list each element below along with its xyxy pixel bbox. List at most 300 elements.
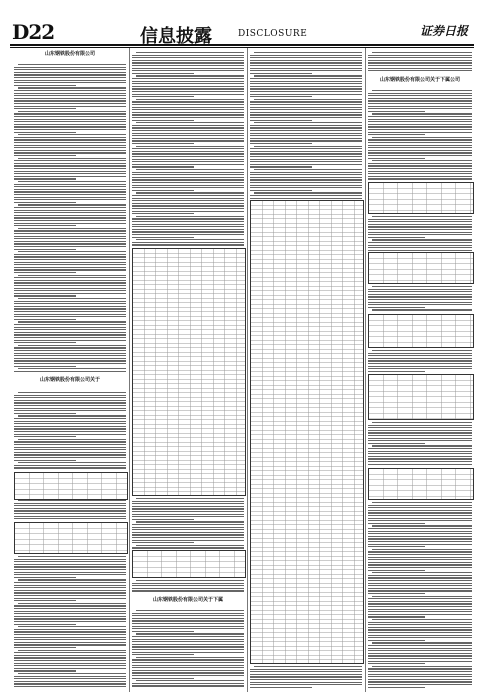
text-line — [368, 546, 425, 547]
text-line — [132, 662, 244, 663]
text-line — [368, 108, 472, 109]
text-line — [132, 177, 244, 178]
text-line — [132, 229, 244, 230]
text-line — [372, 642, 472, 643]
text-line — [14, 452, 126, 453]
data-table — [14, 472, 128, 500]
text-line — [368, 158, 425, 159]
text-line — [368, 588, 472, 589]
text-line — [368, 355, 472, 356]
text-line — [254, 192, 362, 193]
text-line — [368, 528, 472, 529]
text-line — [132, 70, 244, 71]
text-line — [14, 441, 126, 442]
text-line — [132, 615, 244, 616]
text-line — [14, 285, 126, 286]
text-line — [368, 152, 472, 153]
text-line — [368, 353, 472, 354]
text-line — [14, 503, 126, 504]
text-line — [368, 139, 472, 140]
text-line — [132, 140, 244, 141]
text-line — [250, 143, 312, 144]
text-line — [14, 282, 126, 283]
text-line — [132, 675, 244, 676]
text-line — [368, 674, 472, 675]
text-line — [18, 415, 126, 416]
text-line — [132, 179, 244, 180]
text-line — [368, 221, 472, 222]
text-line — [14, 80, 126, 81]
text-line — [132, 91, 244, 92]
text-line — [18, 158, 126, 159]
text-line — [132, 208, 244, 209]
text-line — [250, 107, 362, 108]
text-line — [136, 680, 244, 681]
text-line — [250, 682, 362, 683]
text-line — [14, 74, 126, 75]
text-line — [250, 182, 362, 183]
text-line — [132, 659, 244, 660]
text-line — [14, 655, 126, 656]
text-line — [132, 200, 244, 201]
text-line — [136, 99, 244, 100]
text-line — [368, 100, 472, 101]
text-line — [14, 454, 126, 455]
text-line — [132, 503, 244, 504]
text-line — [14, 207, 126, 208]
text-line — [14, 400, 126, 401]
text-line — [14, 223, 126, 224]
text-line — [368, 70, 472, 71]
text-line — [132, 667, 244, 668]
text-line — [14, 176, 126, 177]
article-title: 山东钢铁股份有限公司关于下属公司 — [379, 77, 460, 83]
text-line — [368, 456, 472, 457]
text-line — [14, 173, 126, 174]
text-line — [136, 52, 244, 53]
text-line — [18, 392, 126, 393]
text-line — [14, 613, 126, 614]
text-line — [14, 98, 126, 99]
text-line — [132, 78, 244, 79]
text-line — [368, 132, 472, 133]
text-line — [368, 559, 472, 560]
text-line — [132, 237, 194, 238]
section-title-english: DISCLOSURE — [238, 29, 308, 39]
text-line — [368, 505, 472, 506]
text-line — [14, 212, 126, 213]
text-line — [368, 168, 472, 169]
text-line — [14, 119, 126, 120]
text-line — [132, 506, 244, 507]
text-line — [368, 430, 472, 431]
text-line — [250, 138, 362, 139]
text-line — [132, 203, 244, 204]
text-line — [132, 112, 244, 113]
text-line — [14, 197, 126, 198]
text-line — [132, 590, 244, 591]
text-line — [14, 236, 126, 237]
text-line — [14, 426, 126, 427]
text-line — [132, 81, 244, 82]
text-line — [14, 408, 126, 409]
text-line — [368, 520, 472, 521]
text-line — [368, 129, 472, 130]
text-line — [368, 606, 472, 607]
text-line — [14, 329, 126, 330]
text-line — [250, 112, 362, 113]
text-line — [368, 427, 472, 428]
text-line — [14, 467, 126, 468]
text-line — [132, 205, 244, 206]
text-line — [14, 631, 126, 632]
text-line — [368, 536, 472, 537]
text-line — [372, 549, 472, 550]
text-line — [250, 88, 362, 89]
text-line — [368, 95, 472, 96]
text-line — [368, 65, 472, 66]
newspaper-logo: 证券日报 — [420, 24, 469, 38]
text-line — [368, 291, 472, 292]
text-line — [18, 87, 126, 88]
text-line — [14, 124, 126, 125]
text-line — [132, 501, 244, 502]
text-line — [250, 687, 312, 688]
text-line — [14, 428, 126, 429]
text-line — [368, 464, 472, 465]
text-line — [132, 542, 194, 543]
text-line — [372, 666, 472, 667]
text-line — [14, 608, 126, 609]
text-line — [368, 684, 472, 685]
text-line — [14, 566, 126, 567]
text-line — [132, 161, 244, 162]
text-line — [250, 86, 362, 87]
text-line — [368, 533, 472, 534]
text-line — [14, 505, 126, 506]
article-title: 山东钢铁股份有限公司关于下属 — [152, 597, 223, 603]
text-line — [14, 559, 126, 560]
text-line — [136, 545, 244, 546]
text-line — [368, 57, 472, 58]
text-line — [368, 432, 472, 433]
text-line — [368, 145, 472, 146]
text-line — [132, 172, 244, 173]
text-line — [368, 629, 472, 630]
text-line — [132, 159, 244, 160]
text-line — [368, 577, 472, 578]
text-line — [14, 108, 76, 109]
text-line — [14, 363, 126, 364]
text-line — [368, 461, 472, 462]
text-line — [132, 636, 244, 637]
text-line — [14, 353, 126, 354]
text-line — [368, 645, 472, 646]
text-line — [14, 402, 126, 403]
text-line — [14, 246, 126, 247]
text-line — [136, 580, 244, 581]
data-table — [14, 522, 128, 554]
text-line — [368, 134, 425, 135]
text-line — [250, 120, 312, 121]
text-line — [14, 413, 76, 414]
text-line — [132, 678, 194, 679]
text-line — [14, 569, 126, 570]
text-line — [368, 590, 472, 591]
text-line — [132, 613, 244, 614]
text-line — [136, 146, 244, 147]
text-line — [14, 77, 126, 78]
text-line — [132, 218, 244, 219]
text-line — [14, 421, 126, 422]
text-line — [250, 159, 362, 160]
text-line — [18, 181, 126, 182]
text-line — [14, 577, 76, 578]
text-line — [132, 620, 244, 621]
text-line — [14, 168, 126, 169]
text-line — [368, 62, 472, 63]
text-line — [14, 264, 126, 265]
text-line — [14, 256, 126, 257]
text-line — [250, 104, 362, 105]
text-line — [18, 134, 126, 135]
text-line — [14, 155, 76, 156]
text-line — [368, 368, 472, 369]
text-line — [368, 635, 472, 636]
text-line — [368, 124, 472, 125]
text-line — [250, 83, 362, 84]
text-line — [14, 360, 126, 361]
text-line — [250, 198, 362, 199]
text-line — [132, 73, 194, 74]
text-line — [250, 135, 362, 136]
text-line — [368, 663, 425, 664]
text-line — [14, 72, 126, 73]
text-line — [250, 153, 362, 154]
text-line — [372, 572, 472, 573]
text-line — [368, 106, 472, 107]
text-line — [372, 619, 472, 620]
text-line — [132, 164, 244, 165]
text-line — [132, 242, 244, 243]
text-line — [14, 132, 76, 133]
text-line — [250, 62, 362, 63]
text-line — [136, 239, 244, 240]
text-line — [14, 311, 126, 312]
text-line — [132, 130, 244, 131]
text-line — [132, 138, 244, 139]
text-line — [368, 116, 472, 117]
text-line — [132, 244, 244, 245]
text-line — [368, 624, 472, 625]
text-line — [372, 52, 472, 53]
data-table — [368, 182, 474, 214]
text-line — [132, 649, 244, 650]
text-line — [14, 447, 126, 448]
text-line — [368, 60, 472, 61]
text-line — [14, 314, 126, 315]
text-line — [250, 156, 362, 157]
text-line — [368, 661, 472, 662]
text-line — [368, 538, 472, 539]
text-line — [14, 82, 126, 83]
text-line — [14, 405, 126, 406]
text-line — [18, 251, 126, 252]
text-line — [368, 155, 472, 156]
text-line — [14, 241, 126, 242]
text-line — [250, 127, 362, 128]
text-line — [132, 646, 244, 647]
text-line — [14, 621, 126, 622]
text-line — [14, 366, 76, 367]
text-line — [132, 644, 244, 645]
text-line — [132, 508, 244, 509]
text-line — [368, 232, 472, 233]
text-line — [132, 195, 244, 196]
text-line — [14, 308, 126, 309]
text-line — [368, 640, 425, 641]
text-line — [368, 676, 472, 677]
text-line — [372, 422, 472, 423]
text-line — [14, 220, 126, 221]
text-line — [14, 595, 126, 596]
text-line — [18, 368, 126, 369]
text-line — [132, 685, 244, 686]
text-line — [18, 650, 126, 651]
text-line — [250, 117, 362, 118]
text-line — [368, 585, 472, 586]
text-line — [132, 65, 244, 66]
text-line — [132, 652, 244, 653]
text-line — [368, 518, 472, 519]
text-line — [368, 458, 472, 459]
text-line — [372, 596, 472, 597]
text-line — [14, 574, 126, 575]
text-line — [14, 93, 126, 94]
text-line — [250, 676, 362, 677]
text-line — [14, 358, 126, 359]
text-line — [368, 668, 472, 669]
text-line — [14, 337, 126, 338]
text-line — [368, 679, 472, 680]
text-line — [250, 177, 362, 178]
text-line — [132, 670, 244, 671]
text-line — [14, 254, 126, 255]
text-line — [132, 639, 244, 640]
text-line — [14, 616, 126, 617]
column-separator — [365, 48, 366, 692]
text-line — [14, 194, 126, 195]
text-line — [368, 98, 472, 99]
text-line — [14, 587, 126, 588]
text-line — [14, 561, 126, 562]
text-line — [368, 171, 472, 172]
text-line — [254, 75, 362, 76]
text-line — [132, 68, 244, 69]
text-line — [14, 460, 76, 461]
text-line — [14, 301, 126, 302]
text-line — [14, 686, 126, 687]
text-line — [250, 60, 362, 61]
text-line — [132, 524, 244, 525]
text-line — [250, 91, 362, 92]
text-line — [368, 302, 472, 303]
text-line — [368, 614, 472, 615]
text-line — [368, 55, 472, 56]
text-line — [14, 100, 126, 101]
text-line — [368, 363, 472, 364]
text-line — [14, 191, 126, 192]
text-line — [368, 294, 472, 295]
text-line — [132, 60, 244, 61]
text-line — [368, 68, 472, 69]
text-line — [14, 288, 126, 289]
text-line — [14, 249, 76, 250]
text-line — [250, 68, 362, 69]
text-line — [14, 355, 126, 356]
text-line — [368, 307, 425, 308]
text-line — [368, 237, 425, 238]
text-line — [250, 114, 362, 115]
text-line — [132, 626, 244, 627]
text-line — [368, 103, 472, 104]
text-line — [368, 289, 472, 290]
text-line — [18, 228, 126, 229]
text-line — [14, 269, 126, 270]
text-line — [368, 111, 425, 112]
text-line — [14, 129, 126, 130]
text-line — [368, 512, 472, 513]
text-line — [368, 425, 472, 426]
text-line — [14, 215, 126, 216]
text-line — [14, 69, 126, 70]
article-title: 山东钢铁股份有限公司 — [44, 51, 95, 57]
text-line — [14, 600, 76, 601]
text-line — [250, 57, 362, 58]
text-line — [14, 444, 126, 445]
text-line — [368, 371, 425, 372]
text-line — [14, 303, 126, 304]
text-line — [368, 523, 425, 524]
text-line — [14, 121, 126, 122]
text-line — [368, 544, 472, 545]
text-line — [368, 603, 472, 604]
text-line — [368, 304, 472, 305]
text-line — [368, 658, 472, 659]
text-line — [14, 436, 76, 437]
text-line — [250, 81, 362, 82]
text-line — [14, 217, 126, 218]
text-line — [254, 146, 362, 147]
text-line — [14, 449, 126, 450]
text-line — [368, 173, 472, 174]
text-line — [132, 654, 194, 655]
text-line — [14, 280, 126, 281]
text-line — [368, 147, 472, 148]
text-line — [372, 309, 472, 310]
text-line — [368, 299, 472, 300]
text-line — [14, 243, 126, 244]
text-line — [14, 210, 126, 211]
text-line — [368, 451, 472, 452]
text-line — [14, 306, 126, 307]
text-line — [14, 178, 76, 179]
text-line — [250, 55, 362, 56]
text-line — [14, 230, 126, 231]
text-line — [132, 104, 244, 105]
text-line — [14, 518, 126, 519]
text-line — [372, 445, 472, 446]
